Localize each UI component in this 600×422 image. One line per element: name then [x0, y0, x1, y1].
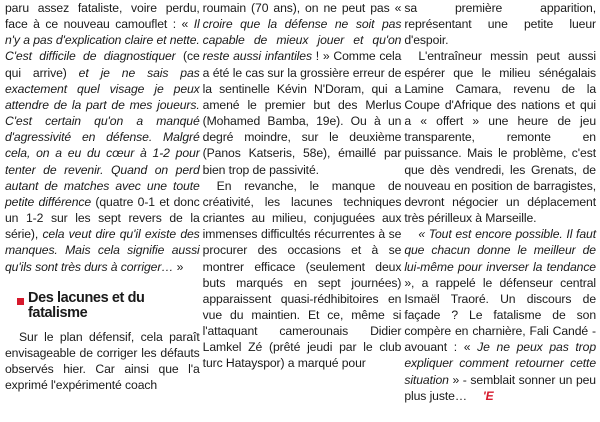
subheading-title: Des lacunes et du fatalisme	[28, 289, 145, 322]
paragraph-creativity: En revanche, le manque de créativité, les lacunes techniques criantes au milieu, conjuguées aux immenses difficultés récurrentes à se procurer des occasions et à se montrer efficace (seulement deux buts marqués en sept journées) apparaissent quasi-rédhibitoires en vue du maintien. Et ce, même si l'attaquant camerounais Didier Lamkel Zé (prêté jeudi par le club turc Hatayspor) a marqué pour	[202, 178, 402, 371]
red-square-bullet-icon	[17, 298, 24, 305]
paragraph-defense-errors: roumain (70 ans), on ne peut pas « croire que la défense ne soit pas capable de mieux jouer et qu'on reste aussi infantiles ! » Comme cela a été le cas sur la grossière erreur de la sentinelle Kévin N'Doram, qui a amené le premier but des Merlus (Mohamed Bamba, 19e). Ou à un degré moindre, sur le deuxième (Panos Katseris, 58e), émaillé par bien trop de passivité.	[202, 1, 402, 177]
section-subheading	[17, 291, 200, 322]
article-column-3	[404, 0, 596, 422]
article-column-1	[5, 0, 200, 422]
paragraph-traore-quote: « Tout est encore possible. Il faut que chacun donne le meilleur de lui-même pour inverser la tendance », a rappelé le défenseur central Ismaël Traoré. Un discours de façade ? Le fatalisme de son compère en charnière, Fali Candé - avouant : « Je ne peux pas trop expliquer comment retourner cette situation » - semblait sonner un peu plus juste… 'E	[404, 227, 596, 403]
paragraph-quote-coach: paru assez fataliste, voire perdu, face à ce nouveau camouflet : « Il n'y a pas d'explication claire et nette. C'est difficile de diagnostiquer (ce qui arrive) et je ne sais pas exactement quel visage je peux attendre de la part de mes joueurs. C'est certain qu'on a manqué d'agressivité en défense. Malgré cela, on a eu du cœur à 1-2 pour tenter de revenir. Quand on perd autant de matches avec une toute petite différence (quatre 0-1 et donc un 1-2 sur les sept revers de la série), cela veut dire qu'il existe des manques. Mais cela signifie aussi qu'ils sont très durs à corriger… »	[5, 1, 200, 274]
paragraph-defense: Sur le plan défensif, cela paraît envisageable de corriger les défauts observés hier. Car ainsi que l'a exprimé l'expérimenté coach	[5, 329, 200, 393]
end-mark-logo: 'E	[482, 388, 494, 403]
article-column-2	[203, 0, 402, 422]
paragraph-camara: L'entraîneur messin peut aussi espérer que le milieu sénégalais Lamine Camara, revenu de la Coupe d'Afrique des nations et qui a « offert » une heure de jeu transparente, remonte en puissance. Mais le problème, c'est que dès vendredi, les Grenats, de nouveau en position de barragistes, devront négocier un déplacement très périlleux à Marseille.	[404, 49, 596, 226]
paragraph-first-appearance: sa première apparition, représentant une petite lueur d'espoir.	[404, 1, 596, 48]
